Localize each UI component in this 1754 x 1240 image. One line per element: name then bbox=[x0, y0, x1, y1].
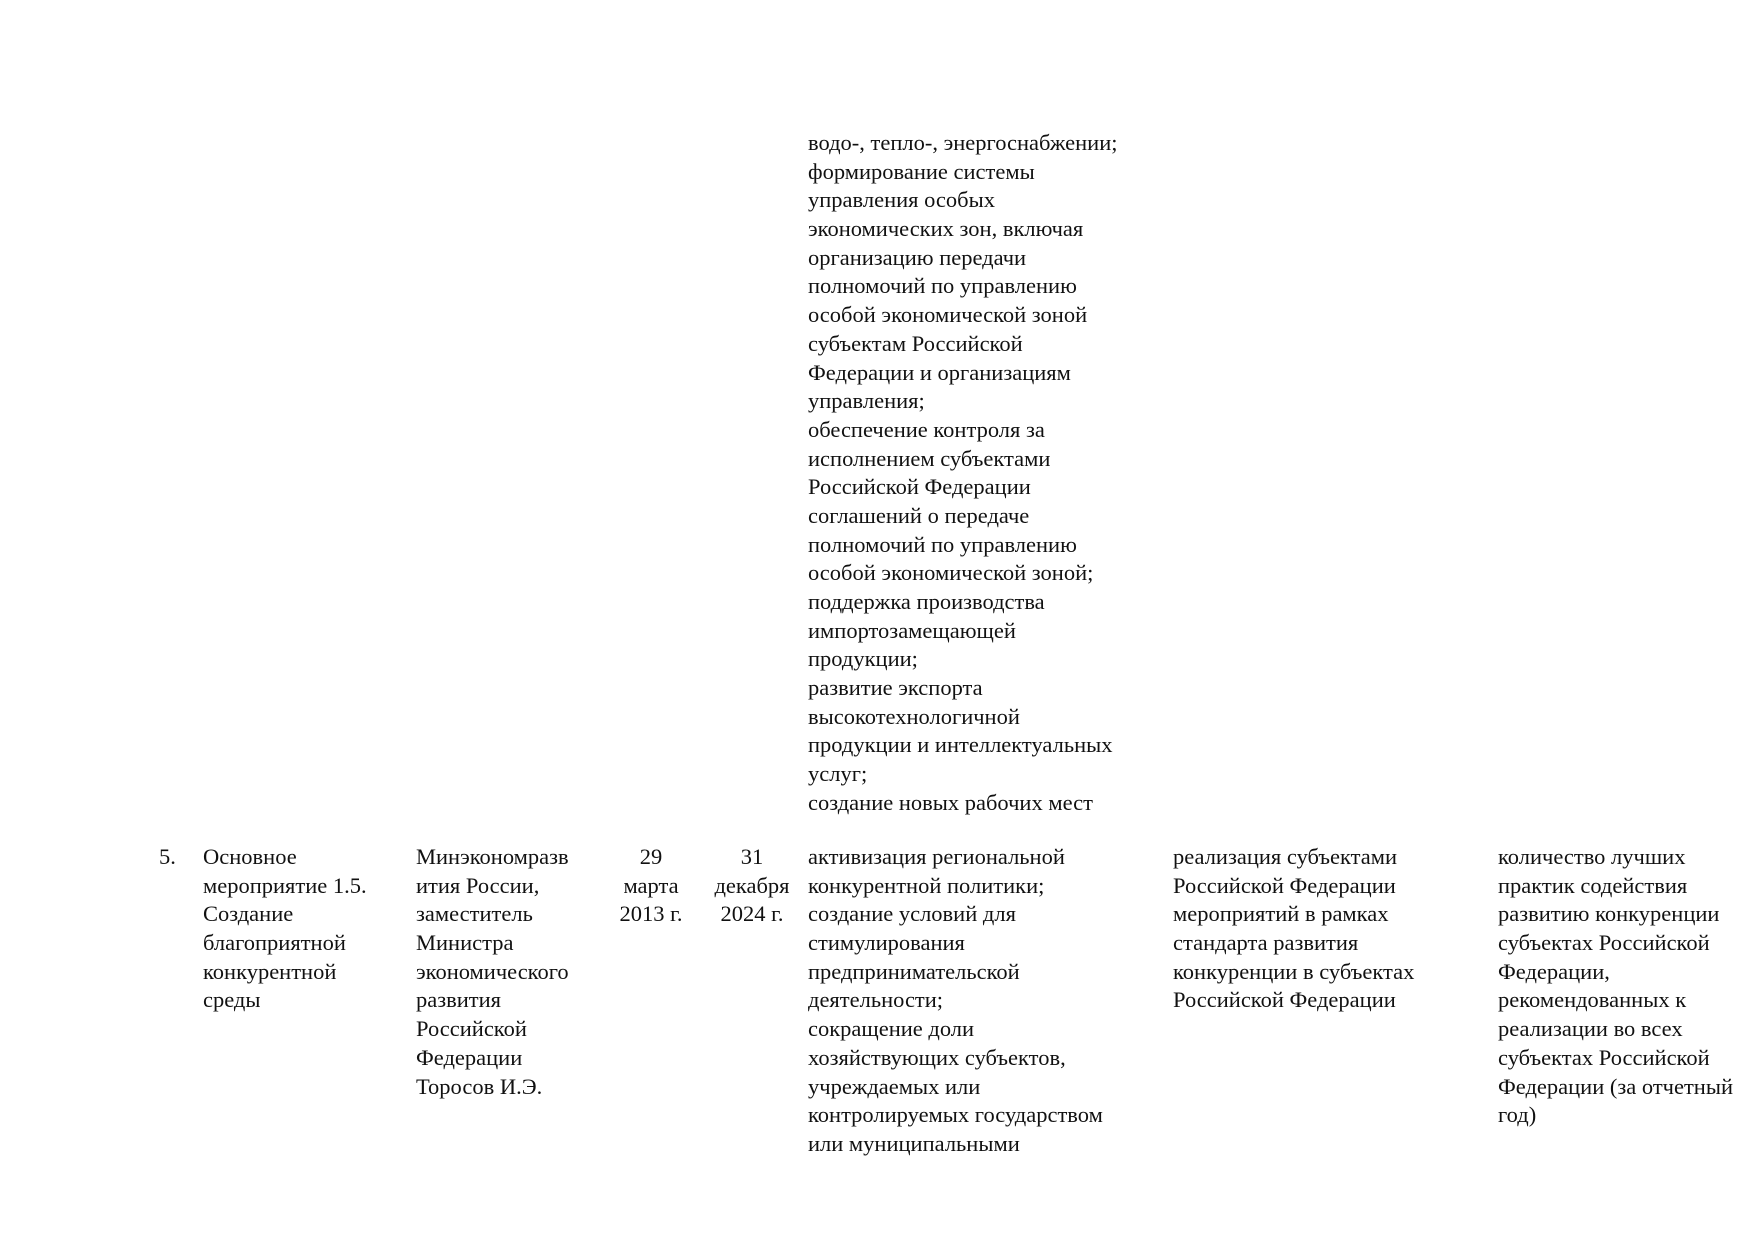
text-line: продукции; bbox=[808, 646, 918, 672]
text-line: развития bbox=[416, 987, 502, 1013]
text-line: субъектам Российской bbox=[808, 330, 1023, 356]
text-line: субъектах Российской bbox=[1498, 930, 1710, 956]
text-line: 2013 г. bbox=[619, 901, 683, 927]
text-line: стимулирования bbox=[808, 930, 965, 956]
text-line: Создание bbox=[203, 901, 294, 927]
responsible-executor-cell bbox=[416, 843, 569, 1101]
text-line: Российской Федерации bbox=[808, 474, 1031, 500]
text-line: деятельности; bbox=[808, 987, 944, 1013]
text-line: Федерации, bbox=[1498, 958, 1610, 984]
text-line: услуг; bbox=[808, 761, 868, 787]
text-line: формирование системы bbox=[808, 158, 1035, 184]
text-line: 29 bbox=[639, 844, 663, 869]
row-number: 5. bbox=[159, 844, 176, 869]
text-line: Российской bbox=[416, 1016, 527, 1042]
text-line: водо-, тепло-, энергоснабжении; bbox=[808, 130, 1118, 155]
text-line: активизация региональной bbox=[808, 844, 1065, 869]
text-line: 31 bbox=[740, 844, 764, 869]
text-line: исполнением субъектами bbox=[808, 445, 1051, 471]
text-line: мероприятие 1.5. bbox=[203, 872, 367, 898]
text-line: конкурентной политики; bbox=[808, 872, 1045, 898]
continuation-results-cell bbox=[808, 129, 1118, 818]
text-line: Федерации (за отчетный bbox=[1498, 1073, 1733, 1099]
text-line: импортозамещающей bbox=[808, 617, 1016, 643]
text-line: Основное bbox=[203, 844, 297, 869]
text-line: управления; bbox=[808, 388, 925, 414]
text-line: Федерации и организациям bbox=[808, 359, 1071, 385]
main-directions-cell bbox=[1173, 843, 1414, 1015]
text-line: обеспечение контроля за bbox=[808, 416, 1045, 442]
start-date-cell bbox=[599, 843, 703, 929]
text-line: конкурентной bbox=[203, 958, 337, 984]
text-line: мероприятий в рамках bbox=[1173, 901, 1389, 927]
end-date-cell bbox=[702, 843, 802, 929]
text-line: хозяйствующих субъектов, bbox=[808, 1044, 1066, 1070]
text-line: экономического bbox=[416, 958, 569, 984]
text-line: Министра bbox=[416, 930, 514, 956]
text-line: полномочий по управлению bbox=[808, 531, 1077, 557]
row-number-cell bbox=[159, 843, 176, 872]
text-line: сокращение доли bbox=[808, 1016, 975, 1042]
text-line: особой экономической зоной bbox=[808, 302, 1088, 328]
text-line: реализация субъектами bbox=[1173, 844, 1398, 869]
text-line: предпринимательской bbox=[808, 958, 1020, 984]
text-line: учреждаемых или bbox=[808, 1073, 981, 1099]
text-line: количество лучших bbox=[1498, 844, 1686, 869]
text-line: соглашений о передаче bbox=[808, 502, 1030, 528]
text-line: год) bbox=[1498, 1102, 1537, 1128]
text-line: субъектах Российской bbox=[1498, 1044, 1710, 1070]
text-line: Российской Федерации bbox=[1173, 987, 1396, 1013]
text-line: особой экономической зоной; bbox=[808, 560, 1094, 586]
text-line: экономических зон, включая bbox=[808, 216, 1084, 242]
text-line: полномочий по управлению bbox=[808, 273, 1077, 299]
text-line: контролируемых государством bbox=[808, 1102, 1103, 1128]
text-line: продукции и интеллектуальных bbox=[808, 732, 1113, 758]
text-line: конкуренции в субъектах bbox=[1173, 958, 1415, 984]
text-line: практик содействия bbox=[1498, 872, 1688, 898]
text-line: реализации во всех bbox=[1498, 1016, 1683, 1042]
text-line: организацию передачи bbox=[808, 244, 1027, 270]
text-line: заместитель bbox=[416, 901, 533, 927]
text-line: 2024 г. bbox=[720, 901, 784, 927]
text-line: Российской Федерации bbox=[1173, 872, 1396, 898]
text-line: создание новых рабочих мест bbox=[808, 789, 1093, 815]
text-line: управления особых bbox=[808, 187, 995, 213]
text-line: благоприятной bbox=[203, 930, 346, 956]
text-line: развитие экспорта bbox=[808, 675, 983, 701]
text-line: рекомендованных к bbox=[1498, 987, 1687, 1013]
expected-results-cell bbox=[808, 843, 1103, 1159]
activity-name-cell bbox=[203, 843, 367, 1015]
text-line: Торосов И.Э. bbox=[416, 1073, 543, 1099]
text-line: развитию конкуренции bbox=[1498, 901, 1720, 927]
text-line: или муниципальными bbox=[808, 1130, 1020, 1156]
text-line: создание условий для bbox=[808, 901, 1016, 927]
text-line: стандарта развития bbox=[1173, 930, 1359, 956]
text-line: поддержка производства bbox=[808, 589, 1045, 614]
text-line: марта bbox=[623, 872, 679, 898]
text-line: ития России, bbox=[416, 872, 540, 898]
text-line: декабря bbox=[714, 872, 790, 898]
text-line: среды bbox=[203, 987, 261, 1013]
text-line: Минэкономразв bbox=[416, 844, 569, 869]
text-line: высокотехнологичной bbox=[808, 703, 1020, 729]
text-line: Федерации bbox=[416, 1044, 523, 1070]
indicators-cell bbox=[1498, 843, 1733, 1130]
